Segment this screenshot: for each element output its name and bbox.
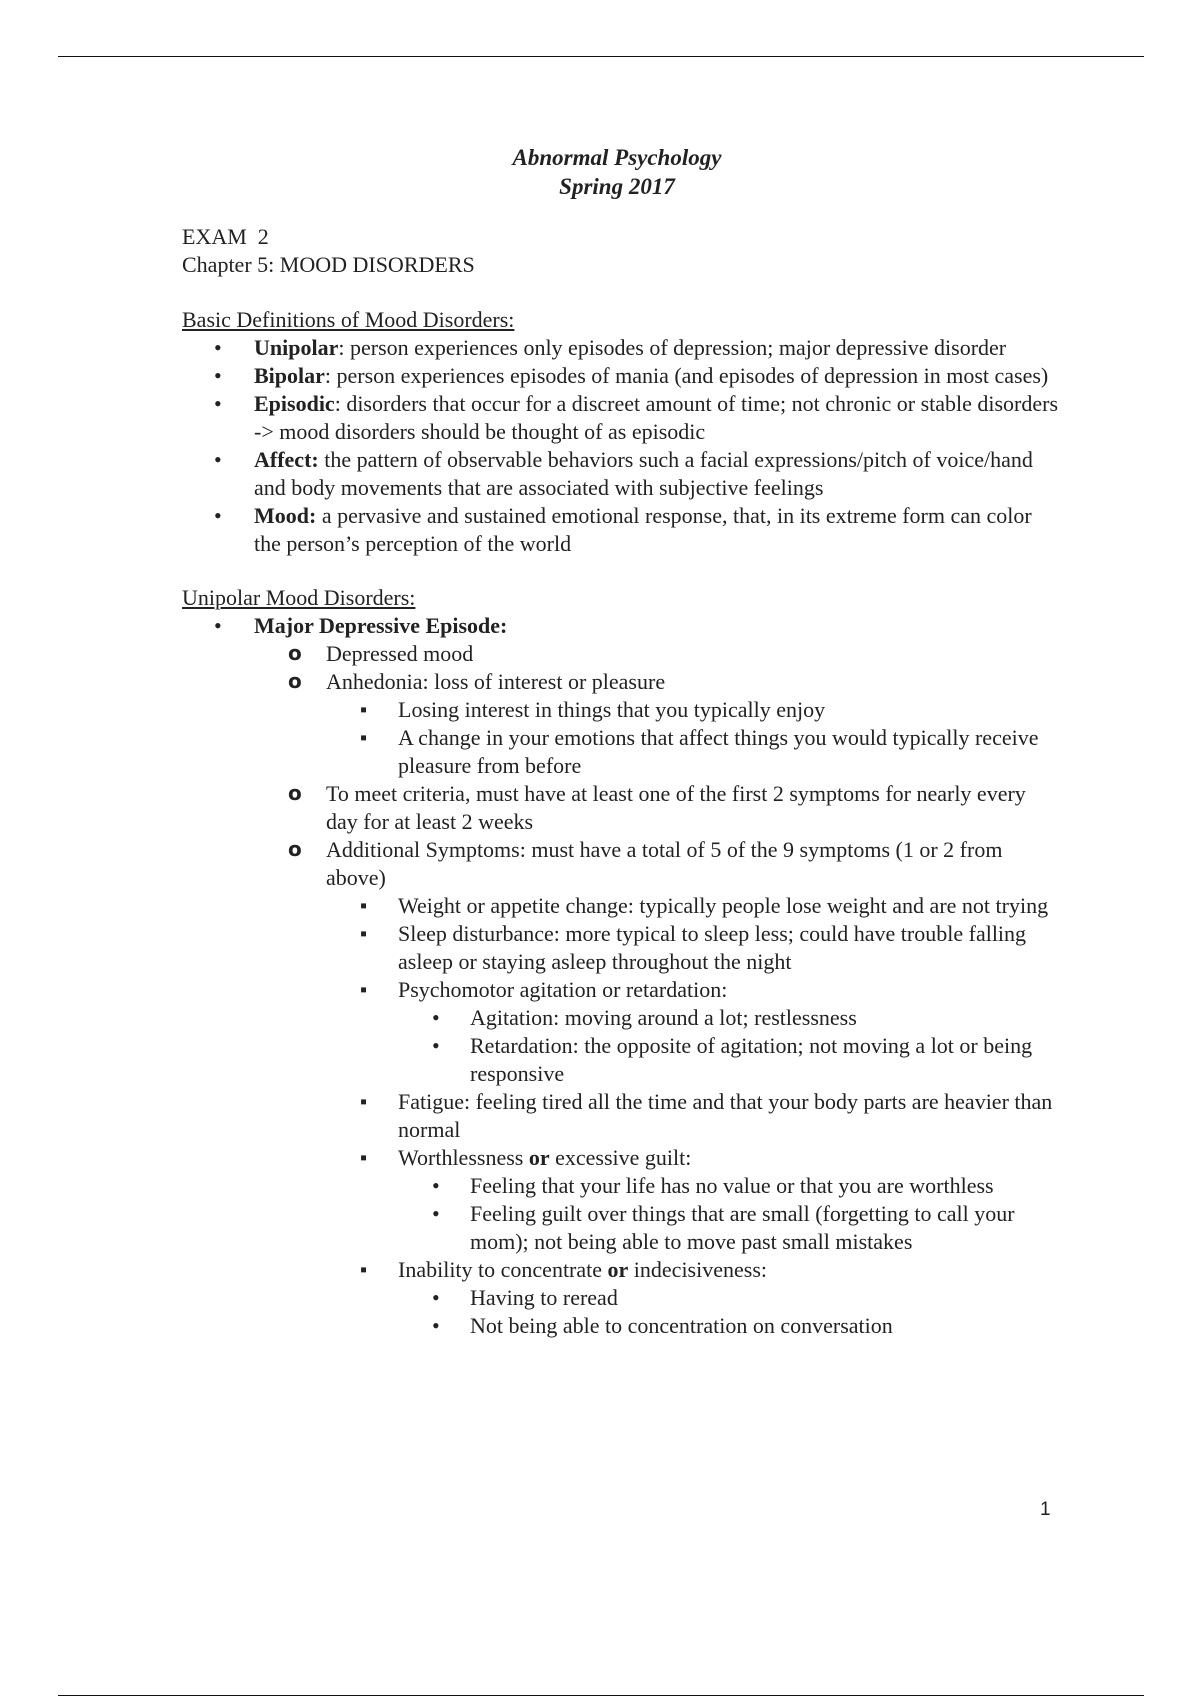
anhedonia-list [326, 696, 1062, 780]
worthlessness-pre: Worthlessness [398, 1145, 529, 1170]
list-item [182, 334, 1062, 362]
list-item: • Retardation: the opposite of agitation; not moving a lot or being responsive [398, 1032, 1062, 1088]
document-title: Abnormal Psychology [512, 145, 722, 170]
concentration-or: or [607, 1257, 629, 1282]
list-item: ▪ Weight or appetite change: typically people lose weight and are not trying [326, 892, 1062, 920]
top-rule [58, 56, 1144, 57]
definition: : disorders that occur for a discreet amount of time; not chronic or stable disorders -> mood disorders should be thought of as episodic [254, 391, 1059, 444]
section-heading-unipolar: Unipolar Mood Disorders: [182, 585, 416, 610]
list-item: ▪ A change in your emotions that affect things you would typically receive pleasure from before [326, 724, 1062, 780]
list-item [182, 502, 1062, 558]
list-item [326, 1144, 1062, 1256]
list-item: • Feeling guilt over things that are small (forgetting to call your mom); not being able to move past small mistakes [398, 1200, 1062, 1256]
exam-label: EXAM 2 [182, 224, 269, 249]
list-item [182, 446, 1062, 502]
page-number: 1 [1040, 1499, 1051, 1520]
worthlessness-post: excessive guilt: [549, 1145, 692, 1170]
worthlessness-or: or [528, 1145, 550, 1170]
episode-title: Major Depressive Episode: [254, 613, 508, 638]
additional-symptoms-list [326, 892, 1062, 1340]
list-item: • Not being able to concentration on conversation [398, 1312, 1062, 1340]
term: Unipolar [254, 335, 339, 360]
list-item [254, 668, 1062, 780]
document-subtitle: Spring 2017 [559, 174, 675, 199]
psychomotor-text: Psychomotor agitation or retardation: [398, 977, 728, 1002]
term: Bipolar [254, 363, 325, 388]
definition: : person experiences episodes of mania (and episodes of depression in most cases) [324, 363, 1049, 388]
additional-symptoms-text: Additional Symptoms: must have a total of 5 of the 9 symptoms (1 or 2 from above) [326, 837, 1003, 890]
anhedonia-text: Anhedonia: loss of interest or pleasure [326, 669, 666, 694]
term: Affect: [254, 447, 319, 472]
list-item: • Feeling that your life has no value or that you are worthless [398, 1172, 1062, 1200]
list-item [326, 976, 1062, 1088]
section-heading-basic-definitions: Basic Definitions of Mood Disorders: [182, 307, 515, 332]
list-item [326, 1256, 1062, 1340]
list-item [254, 836, 1062, 1340]
list-item [182, 390, 1062, 446]
document-header [182, 143, 1052, 201]
list-item: ▪ Fatigue: feeling tired all the time and that your body parts are heavier than normal [326, 1088, 1062, 1144]
list-item: ▪ Losing interest in things that you typically enjoy [326, 696, 1062, 724]
concentration-list [398, 1284, 1062, 1340]
list-item [182, 362, 1062, 390]
worthlessness-list [398, 1172, 1062, 1256]
definition: a pervasive and sustained emotional response, that, in its extreme form can color the person’s perception of the world [254, 503, 1032, 556]
chapter-label: Chapter 5: MOOD DISORDERS [182, 252, 475, 277]
term: Mood: [254, 503, 317, 528]
definition: the pattern of observable behaviors such a facial expressions/pitch of voice/hand and body movements that are associated with subjective feelings [254, 447, 1033, 500]
concentration-post: indecisiveness: [628, 1257, 767, 1282]
list-item: o To meet criteria, must have at least one of the first 2 symptoms for nearly every day for at least 2 weeks [254, 780, 1062, 836]
list-item: • Having to reread [398, 1284, 1062, 1312]
list-item: ▪ Sleep disturbance: more typical to sleep less; could have trouble falling asleep or staying asleep throughout the night [326, 920, 1062, 976]
definition: : person experiences only episodes of depression; major depressive disorder [338, 335, 1007, 360]
list-item: • Agitation: moving around a lot; restlessness [398, 1004, 1062, 1032]
term: Episodic [254, 391, 335, 416]
bottom-rule [58, 1695, 1144, 1696]
symptom-list [254, 640, 1062, 1340]
psychomotor-list [398, 1004, 1062, 1088]
basic-definitions-list [182, 334, 1062, 558]
unipolar-list [182, 612, 1062, 1340]
concentration-pre: Inability to concentrate [398, 1257, 608, 1282]
list-item [182, 612, 1062, 1340]
list-item: o Depressed mood [254, 640, 1062, 668]
document-body [182, 143, 1062, 1340]
